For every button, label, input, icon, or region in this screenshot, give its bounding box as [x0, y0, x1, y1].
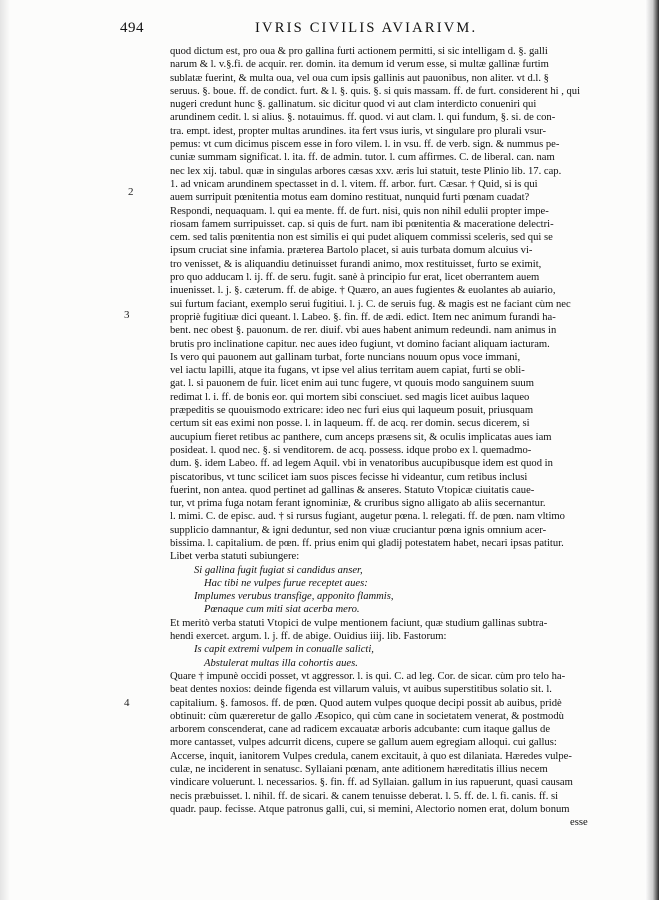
text-line: seruus. §. boue. ff. de condict. furt. & l. §. quis. §. si quis massam. ff. de furt. considerent hi , qui: [170, 85, 581, 97]
text-line: sublatæ fuerint, & multa oua, vel oua cum ipsis gallinis aut pauonibus, non aliter. vt d.l. §: [170, 72, 549, 84]
text-line: 1. ad vnicam arundinem spectasset in d. l. vitem. ff. arbor. furt. Cæsar. † Quid, si is qui: [170, 178, 538, 190]
margin-number: 3: [124, 309, 130, 321]
text-line: tro venisset, & is aliquandiu detinuisset furandi animo, mox restituisset, furto se eximit,: [170, 258, 542, 270]
text-line: piscatoribus, vt tunc scilicet iam suos pisces fecisse hi videantur, cum retibus inclusi: [170, 471, 528, 483]
text-line: redimat l. i. ff. de bonis eor. qui mortem sibi consciuet. sed magis licet auibus laqueo: [170, 391, 530, 403]
text-line: Et meritò verba statuti Vtopici de vulpe mentionem faciunt, quæ studium gallinas subtra-: [170, 617, 548, 629]
text-line: bissima. l. capitalium. de pœn. ff. prius enim qui gladij potestatem habet, necari ipsas patitur.: [170, 537, 564, 549]
scan-edge: [645, 0, 659, 900]
text-line: propriè fugitiuæ dici queant. l. Labeo. §. fin. ff. de ædi. edict. Item nec animum furandi ha-: [170, 311, 556, 323]
text-line: nugeri credunt hunc §. gallinatum. sic dicitur quod vi aut clam interdicto conueniri qui: [170, 99, 537, 111]
text-line: capitalium. §. famosos. ff. de pœn. Quod autem vulpes quoque decipi possit ab auibus, pridè: [170, 697, 562, 709]
text-line: Respondi, nequaquam. l. qui ea mente. ff. de furt. nisi, quis non nihil edulii propter impe-: [170, 205, 549, 217]
text-line: more cantasset, vulpes adcurrit dicens, cupere se gallum auem egregiam alloqui. cui gallus:: [170, 737, 557, 749]
text-line: certum sit eas eximi non posse. l. in laqueum. ff. de acq. rer domin. secus dicerem, si: [170, 418, 530, 430]
text-line: tur, vt prima fuga notam ferant ignominiæ, & cruribus signo alligato ab aliis secernantur.: [170, 498, 546, 510]
verse-line: Is capit extremi vulpem in conualle salicti,: [194, 644, 374, 656]
text-line: cem. sed talis pœnitentia non est similis ei qui pudet aliquem commissi sceleris, sed qui se: [170, 232, 553, 244]
text-line: riosam famem surripuisset. cap. si quis de furt. nam ibi pœnitentia & maceratione delectri-: [170, 218, 554, 230]
text-line: posideat. l. quod nec. §. si venditorem. de acq. possess. idque probo ex l. quemadmo-: [170, 444, 532, 456]
text-line: inuenisset. l. j. §. cæterum. ff. de abige. † Quæro, an aues fugientes & euolantes ab auiario,: [170, 285, 556, 297]
page-number: 494: [120, 20, 144, 36]
text-line: vel iactu lapilli, atque ita fugans, vt ipse vel alius territam auem capiat, furti se obli-: [170, 365, 525, 377]
catchword: esse: [570, 817, 588, 829]
text-line: cuniæ summam significat. l. ita. ff. de admin. tutor. l. cum affirmes. C. de liberal. can. nam: [170, 152, 555, 164]
text-line: l. mimi. C. de episc. aud. † si rursus fugiant, augetur pœna. l. relegati. ff. de pœn. nam vltimo: [170, 511, 565, 523]
body-text: [170, 45, 615, 830]
verse-line: Hac tibi ne vulpes furue receptet aues:: [204, 577, 368, 589]
margin-number: 4: [124, 697, 130, 709]
text-line: supplicio damnantur, & igni deduntur, sed non viuæ cruciantur pœna ignis omnium acer-: [170, 524, 547, 536]
running-title: IVRIS CIVILIS AVIARIVM.: [255, 20, 478, 36]
text-line: culæ, ne inciderent in senatusc. Syllaiani pœnam, ante aditionem hæreditatis illius necem: [170, 764, 548, 776]
gutter-shadow: [0, 0, 10, 900]
text-line: quadr. paup. fecisse. Atque patronus galli, cui, si memini, Alectorio nomen erat, dolum bonum: [170, 803, 570, 815]
verse-line: Abstulerat multas illa cohortis aues.: [204, 657, 358, 669]
text-line: beat dentes noxios: deinde figenda est villarum valuis, vt auibus superstitibus solatio sit. l.: [170, 684, 552, 696]
page-header: [120, 20, 590, 46]
verse-line: Si gallina fugit fugiat si candidus anser,: [194, 564, 363, 576]
text-line: quod dictum est, pro oua & pro gallina furti actionem permitti, si sic intelligam d. §. galli: [170, 46, 548, 57]
text-line: Libet verba statuti subiungere:: [170, 551, 300, 563]
text-line: Accerse, inquit, ianitorem Vulpes credula, canem excitauit, à quo est dilaniata. Hæredes vulpe-: [170, 750, 572, 762]
text-line: bent. nec obest §. pauonum. de rer. diuif. vbi aues habent animum redeundi. nam animus in: [170, 325, 557, 337]
text-line: dum. §. idem Labeo. ff. ad legem Aquil. vbi in venatoribus aucupibusque idem est quod in: [170, 458, 553, 470]
text-line: auem surripuit pœnitentia motus eam domino restituat, nunquid furti pœnam cuadat?: [170, 192, 530, 204]
text-line: arborem conscenderat, cane ad radicem excauatæ arboris adcubante: cum itaque gallus de: [170, 724, 551, 736]
text-line: præpeditis se quouismodo extricare: ideo nec furi eius qui laqueum posuit, priusquam: [170, 405, 534, 417]
text-line: hendi exercet. argum. l. j. ff. de abige. Ouidius iiij. lib. Fastorum:: [170, 631, 447, 643]
text-line: pro quo adducam l. ij. ff. de seru. fugit. sanè à principio fur erat, licet oberrantem auem: [170, 272, 540, 284]
verse-line: Pœnaque cum miti siat acerba mero.: [204, 604, 360, 616]
text-line: nec lex xij. tabul. quæ in singulas arbores cæsas xxv. æris lui statuit, teste Plinio lib. 17. cap.: [170, 165, 562, 177]
text-line: Quare † impunè occidi posset, vt aggressor. l. is qui. C. ad leg. Cor. de sicar. cùm pro telo ha-: [170, 670, 566, 682]
text-line: pemus: vt cum dicimus piscem esse in foro vilem. l. in vsu. ff. de verb. sign. & nummus pe-: [170, 139, 560, 151]
text-line: brutis pro inclinatione capitur. nec aues ideo fugiunt, vt domino faciant aliquam iacturam.: [170, 338, 550, 350]
text-line: ipsum cruciat sine infamia. præterea Bartolo placet, si auis turbata domum alcuius vi-: [170, 245, 533, 257]
text-line: necis præbuisset. l. nihil. ff. de sicari. & canem tenuisse deberat. l. 5. ff. de. l. fi. canis. ff. si: [170, 790, 559, 802]
text-line: fuerint, non antea. quod pertinet ad gallinas & anseres. Statuto Vtopicæ ciuitatis caue-: [170, 484, 535, 496]
text-line: aucupium fieret retibus ac panthere, cum anceps præsens sit, & oculis implicatas aues iam: [170, 431, 552, 443]
text-line: tra. empt. idest, propter multas arundines. ita fert vsus iuris, vt singulare pro plurali vsur-: [170, 125, 547, 137]
text-line: narum & l. v.§.fi. de acquir. rer. domin. ita demum id verum esse, si multæ gallinæ furtim: [170, 59, 549, 71]
text-line: sui furtum faciant, exemplo serui fugitiui. l. j. C. de seruis fug. & magis est ne faciant cùm nec: [170, 298, 571, 310]
text-line: vindicare voluerunt. l. necessarios. §. fin. ff. ad Syllaian. gallum in ius rapuerunt, quasi causam: [170, 777, 573, 789]
text-line: Is vero qui pauonem aut gallinam turbat, forte nuncians nouum opus voce immani,: [170, 351, 521, 363]
text-line: gat. l. si pauonem de fuir. licet enim aui tunc fugere, vt quouis modo sanguinem suum: [170, 378, 534, 390]
verse-line: Implumes verubus transfige, apponito flammis,: [194, 591, 394, 603]
text-line: obtinuit: cùm quæreretur de gallo Æsopico, qui cùm cane in societatem venerat, & postmodù: [170, 710, 564, 722]
text-line: arundinem cedit. l. si alius. §. notauimus. ff. quod. vi aut clam. l. qui fundum, §. si. de con-: [170, 112, 556, 124]
margin-number: 2: [128, 186, 134, 198]
